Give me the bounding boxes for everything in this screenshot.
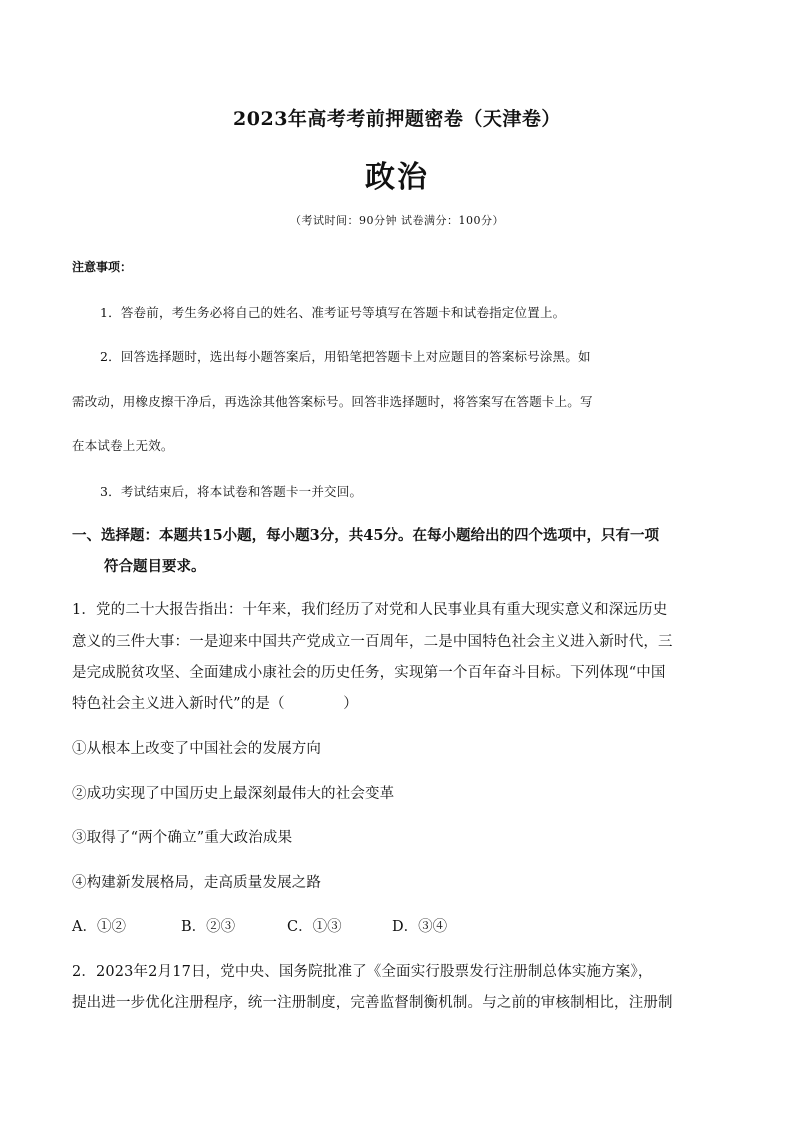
q1-statement-3: ③取得了“两个确立”重大政治成果: [72, 830, 293, 846]
q1-option-b: B．②③: [181, 919, 236, 935]
q1-stem-line-3: 是完成脱贫攻坚、全面建成小康社会的历史任务，实现第一个百年奋斗目标。下列体现“中国: [72, 665, 666, 681]
notice-item-3: 3．考试结束后，将本试卷和答题卡一并交回。: [100, 484, 363, 499]
paper-title: 2023年高考考前押题密卷（天津卷）: [233, 108, 561, 130]
q1-stem-line-4: 特色社会主义进入新时代”的是（ ）: [72, 696, 358, 712]
notice-item-2-line-3: 在本试卷上无效。: [72, 438, 174, 453]
exam-info: （考试时间：90分钟 试卷满分：100分）: [290, 214, 504, 227]
q1-stem-line-1: 1．党的二十大报告指出：十年来，我们经历了对党和人民事业具有重大现实意义和深远历史: [72, 602, 668, 618]
q2-stem-line-2: 提出进一步优化注册程序，统一注册制度，完善监督制衡机制。与之前的审核制相比，注册制: [72, 995, 673, 1011]
notice-item-2-line-1: 2．回答选择题时，选出每小题答案后，用铅笔把答题卡上对应题目的答案标号涂黑。如: [100, 349, 591, 364]
q1-statement-1: ①从根本上改变了中国社会的发展方向: [72, 741, 322, 757]
notice-item-2-line-2: 需改动，用橡皮擦干净后，再选涂其他答案标号。回答非选择题时，将答案写在答题卡上。写: [72, 394, 593, 409]
q1-statement-2: ②成功实现了中国历史上最深刻最伟大的社会变革: [72, 786, 395, 802]
q1-option-d: D．③④: [392, 919, 448, 935]
q1-statement-4: ④构建新发展格局，走高质量发展之路: [72, 875, 322, 891]
q1-option-a: A．①②: [72, 919, 126, 935]
notice-item-1: 1．答卷前，考生务必将自己的姓名、准考证号等填写在答题卡和试卷指定位置上。: [100, 305, 566, 320]
q1-option-c: C．①③: [287, 919, 342, 935]
subject-title: 政治: [365, 160, 429, 195]
q2-stem-line-1: 2．2023年2月17日，党中央、国务院批准了《全面实行股票发行注册制总体实施方案》，: [72, 964, 653, 980]
section-heading-line-1: 一、选择题：本题共15小题，每小题3分，共45分。在每小题给出的四个选项中，只有一项: [72, 527, 659, 544]
section-heading-line-2: 符合题目要求。: [104, 558, 206, 575]
notice-heading: 注意事项：: [72, 260, 133, 274]
q1-stem-line-2: 意义的三件大事：一是迎来中国共产党成立一百周年，二是中国特色社会主义进入新时代，三: [72, 634, 673, 650]
